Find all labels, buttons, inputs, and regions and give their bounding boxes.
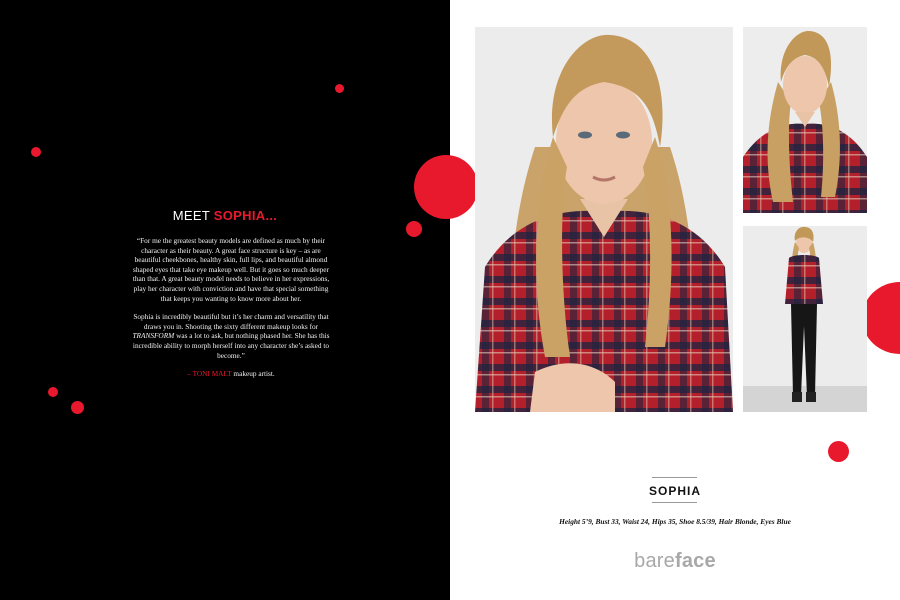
red-dot [828, 441, 849, 462]
credit-name: TONI MALT [192, 369, 232, 379]
book-title: TRANSFORM [132, 331, 175, 341]
model-portrait-photo [475, 27, 733, 412]
credit-role: makeup artist. [231, 369, 275, 379]
red-dot [406, 221, 422, 237]
model-full-body-photo [743, 226, 867, 412]
red-dot [48, 387, 58, 397]
divider-line [652, 477, 697, 478]
model-name: SOPHIA [648, 484, 701, 498]
red-dot [71, 401, 84, 414]
heading-model-name: SOPHIA... [213, 208, 278, 223]
full-body-illustration [743, 226, 867, 412]
red-dot [31, 147, 41, 157]
quote-text: was a lot to ask, but nothing phased her. She has this incredible ability to morph herself into any character she’s asked to become.” [132, 331, 330, 360]
logo-text-bare: bare [634, 550, 675, 572]
quote-credit [128, 369, 334, 379]
quote-block [128, 236, 334, 388]
red-dot [335, 84, 344, 93]
heading-prefix: MEET [172, 208, 214, 223]
divider-line [652, 502, 697, 503]
quote-paragraph [128, 312, 334, 360]
quote-text: Sophia is incredibly beautiful but it’s her charm and versatility that draws you in. Shooting the sixty different makeup looks for [133, 312, 329, 331]
model-closeup-photo [743, 27, 867, 213]
closeup-illustration [743, 27, 867, 213]
red-circle-decoration [414, 155, 478, 219]
model-stats: Height 5’9, Bust 33, Waist 24, Hips 35, Shoe 8.5/39, Hair Blonde, Eyes Blue [559, 517, 791, 526]
bareface-logo [600, 550, 750, 573]
page-heading [0, 208, 450, 223]
logo-text-face: face [675, 550, 716, 572]
credit-dash: – [187, 369, 193, 379]
portrait-illustration [475, 27, 733, 412]
quote-paragraph: “For me the greatest beauty models are defined as much by their character as their beauty. A great face structure is key – as are beautiful cheekbones, healthy skin, full lips, and beautiful almond shaped eyes that take eye makeup well. But it goes so much deeper than that. A great beauty model needs to believe in her expressions, play her character with conviction and have that special something that keeps you wanting to know more about her. [132, 236, 330, 303]
